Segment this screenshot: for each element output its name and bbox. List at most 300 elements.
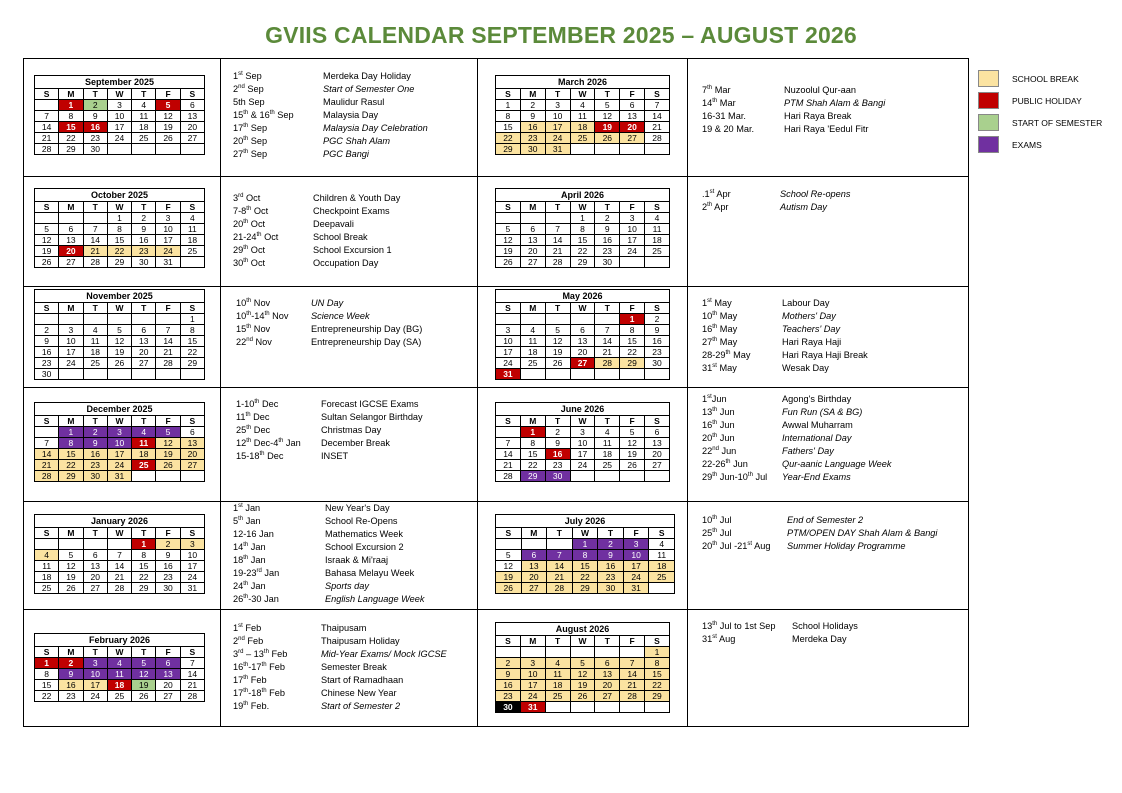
event-name: Christmas Day	[321, 425, 382, 435]
month-calendar	[34, 402, 205, 482]
empty-cell	[156, 369, 180, 380]
event-name: Bahasa Melayu Week	[325, 568, 415, 578]
day-cell: 26	[620, 460, 645, 471]
event-row	[702, 458, 962, 471]
day-cell: 27	[521, 583, 547, 594]
month-title: October 2025	[35, 189, 205, 202]
day-cell: 31	[623, 583, 649, 594]
day-cell: 22	[572, 572, 598, 583]
weekday-header: S	[35, 416, 59, 427]
event-date: 30th Oct	[233, 257, 266, 268]
weekday-header: M	[520, 636, 545, 647]
day-cell: 13	[156, 669, 180, 680]
day-cell: 9	[645, 325, 670, 336]
day-cell: 6	[132, 325, 156, 336]
day-cell: 7	[645, 100, 670, 111]
legend-label: PUBLIC HOLIDAY	[1012, 96, 1082, 106]
event-date: 10th May	[702, 310, 738, 321]
event-date: 20th Sep	[233, 135, 268, 146]
event-date: 7-8th Oct	[233, 205, 269, 216]
day-cell: 17	[620, 235, 645, 246]
day-cell: 20	[83, 572, 107, 583]
day-cell: 8	[572, 550, 598, 561]
event-date: 2th Apr	[702, 201, 729, 212]
day-cell: 15	[132, 561, 156, 572]
event-row	[233, 192, 463, 205]
weekday-header: S	[645, 202, 670, 213]
day-cell: 14	[35, 122, 59, 133]
event-name: School Re-opens	[780, 189, 851, 199]
event-list	[702, 188, 962, 214]
empty-cell	[83, 539, 107, 550]
weekday-header: T	[132, 647, 156, 658]
weekday-header: S	[496, 202, 521, 213]
day-cell: 2	[496, 658, 521, 669]
day-cell: 11	[520, 336, 545, 347]
event-name: Nuzoolul Qur-aan	[784, 85, 857, 95]
day-cell: 17	[496, 347, 521, 358]
day-cell: 6	[180, 100, 204, 111]
day-cell: 29	[520, 471, 545, 482]
event-row	[233, 580, 463, 593]
day-cell: 9	[496, 669, 521, 680]
empty-cell	[83, 369, 107, 380]
weekday-header: M	[59, 202, 83, 213]
weekday-header: S	[35, 528, 59, 539]
day-cell: 2	[545, 427, 570, 438]
day-cell: 18	[570, 122, 595, 133]
event-name: Thaipusam	[321, 623, 367, 633]
event-date: 14th Jan	[233, 541, 266, 552]
event-row	[233, 515, 463, 528]
day-cell: 9	[59, 669, 83, 680]
day-cell: 29	[496, 144, 521, 155]
day-cell: 5	[59, 550, 83, 561]
empty-cell	[107, 144, 131, 155]
day-cell: 16	[83, 122, 107, 133]
day-cell: 10	[520, 669, 545, 680]
day-cell: 1	[496, 100, 521, 111]
event-date: 16th Jun	[702, 419, 735, 430]
event-row	[702, 633, 962, 646]
empty-cell	[595, 702, 620, 713]
empty-cell	[156, 471, 180, 482]
empty-cell	[180, 369, 204, 380]
day-cell: 3	[180, 539, 204, 550]
day-cell: 28	[545, 257, 570, 268]
day-cell: 28	[547, 583, 573, 594]
event-row	[702, 188, 962, 201]
event-row	[233, 700, 463, 713]
day-cell: 9	[156, 550, 180, 561]
day-cell: 27	[180, 460, 204, 471]
day-cell: 18	[132, 122, 156, 133]
event-date: 17th-18th Feb	[233, 687, 285, 698]
event-name: Teachers' Day	[782, 324, 841, 334]
day-cell: 6	[521, 550, 547, 561]
day-cell: 16	[520, 122, 545, 133]
event-name: Thaipusam Holiday	[321, 636, 400, 646]
weekday-header: W	[107, 89, 131, 100]
day-cell: 2	[132, 213, 156, 224]
weekday-header: M	[59, 647, 83, 658]
day-cell: 26	[496, 257, 521, 268]
day-cell: 8	[59, 111, 83, 122]
empty-cell	[645, 257, 670, 268]
weekday-header: S	[180, 647, 204, 658]
event-row	[236, 437, 466, 450]
day-cell: 1	[570, 213, 595, 224]
day-cell: 13	[180, 111, 204, 122]
event-date: 7th Mar	[702, 84, 731, 95]
empty-cell	[570, 647, 595, 658]
weekday-header: S	[645, 303, 670, 314]
event-date: 12th Dec-4th Jan	[236, 437, 301, 448]
day-cell: 22	[496, 133, 521, 144]
empty-cell	[521, 539, 547, 550]
day-cell: 28	[83, 257, 107, 268]
day-cell: 9	[35, 336, 59, 347]
day-cell: 12	[570, 669, 595, 680]
event-name: Qur-aanic Language Week	[782, 459, 892, 469]
day-cell: 19	[132, 680, 156, 691]
legend-item	[978, 136, 1122, 156]
day-cell: 29	[59, 144, 83, 155]
day-cell: 10	[545, 111, 570, 122]
month-calendar	[34, 633, 205, 702]
event-name: PGC Bangi	[323, 149, 369, 159]
day-cell: 12	[107, 336, 131, 347]
event-name: Entrepreneurship Day (BG)	[311, 324, 423, 334]
day-cell: 13	[132, 336, 156, 347]
day-cell: 6	[180, 427, 204, 438]
weekday-header: F	[620, 89, 645, 100]
weekday-header: M	[59, 416, 83, 427]
legend-label: EXAMS	[1012, 140, 1042, 150]
weekday-header: W	[107, 202, 131, 213]
empty-cell	[496, 213, 521, 224]
empty-cell	[496, 647, 521, 658]
day-cell: 10	[59, 336, 83, 347]
event-name: Deepavali	[313, 219, 354, 229]
weekday-header: S	[645, 636, 670, 647]
day-cell: 1	[35, 658, 59, 669]
month-title: March 2026	[496, 76, 670, 89]
empty-cell	[620, 702, 645, 713]
event-date: 22nd Nov	[236, 336, 272, 347]
day-cell: 12	[35, 235, 59, 246]
day-cell: 12	[496, 561, 522, 572]
event-name: Malaysia Day Celebration	[323, 123, 428, 133]
event-row	[233, 687, 463, 700]
event-date: 22-26th Jun	[702, 458, 748, 469]
empty-cell	[35, 213, 59, 224]
day-cell: 10	[570, 438, 595, 449]
day-cell: 2	[520, 100, 545, 111]
weekday-header: T	[595, 202, 620, 213]
day-cell: 20	[180, 449, 204, 460]
day-cell: 26	[132, 691, 156, 702]
day-cell: 14	[595, 336, 620, 347]
day-cell: 24	[496, 358, 521, 369]
day-cell: 17	[107, 122, 131, 133]
day-cell: 1	[132, 539, 156, 550]
empty-cell	[496, 427, 521, 438]
empty-cell	[595, 471, 620, 482]
month-title: July 2026	[496, 515, 675, 528]
day-cell: 10	[107, 438, 131, 449]
day-cell: 19	[545, 347, 570, 358]
day-cell: 21	[35, 133, 59, 144]
event-list	[702, 620, 962, 646]
empty-cell	[180, 144, 204, 155]
day-cell: 28	[35, 144, 59, 155]
event-name: INSET	[321, 451, 349, 461]
event-date: 16th May	[702, 323, 738, 334]
event-row	[233, 661, 463, 674]
day-cell: 5	[496, 550, 522, 561]
day-cell: 1	[620, 314, 645, 325]
day-cell: 31	[180, 583, 204, 594]
event-name: Year-End Exams	[782, 472, 851, 482]
day-cell: 17	[83, 680, 107, 691]
month-title: May 2026	[496, 290, 670, 303]
day-cell: 26	[496, 583, 522, 594]
day-cell: 22	[132, 572, 156, 583]
weekday-header: T	[598, 528, 624, 539]
day-cell: 23	[59, 691, 83, 702]
day-cell: 28	[107, 583, 131, 594]
weekday-header: W	[572, 528, 598, 539]
event-row	[702, 527, 962, 540]
day-cell: 3	[570, 427, 595, 438]
day-cell: 5	[35, 224, 59, 235]
day-cell: 17	[107, 449, 131, 460]
day-cell: 26	[570, 691, 595, 702]
day-cell: 13	[521, 561, 547, 572]
day-cell: 24	[107, 133, 131, 144]
event-name: Merdeka Day Holiday	[323, 71, 411, 81]
day-cell: 3	[59, 325, 83, 336]
event-name: PTM Shah Alam & Bangi	[784, 98, 886, 108]
day-cell: 10	[623, 550, 649, 561]
day-cell: 5	[545, 325, 570, 336]
day-cell: 13	[520, 235, 545, 246]
empty-cell	[645, 471, 670, 482]
weekday-header: F	[623, 528, 649, 539]
event-row	[236, 323, 466, 336]
day-cell: 27	[570, 358, 595, 369]
day-cell: 22	[645, 680, 670, 691]
event-row	[233, 528, 463, 541]
day-cell: 7	[496, 438, 521, 449]
event-date: 20th Jul -21st Aug	[702, 540, 771, 551]
event-row	[702, 323, 962, 336]
day-cell: 20	[180, 122, 204, 133]
event-name: Science Week	[311, 311, 370, 321]
event-date: 15th & 16th Sep	[233, 109, 294, 120]
day-cell: 18	[649, 561, 675, 572]
day-cell: 23	[520, 133, 545, 144]
month-calendar	[34, 188, 205, 268]
day-cell: 1	[59, 100, 83, 111]
day-cell: 16	[645, 336, 670, 347]
day-cell: 29	[620, 358, 645, 369]
event-row	[236, 297, 466, 310]
event-name: End of Semester 2	[787, 515, 864, 525]
day-cell: 23	[595, 246, 620, 257]
event-row	[702, 201, 962, 214]
event-row	[233, 218, 463, 231]
day-cell: 26	[545, 358, 570, 369]
day-cell: 15	[520, 449, 545, 460]
weekday-header: S	[496, 416, 521, 427]
weekday-header: M	[59, 303, 83, 314]
day-cell: 27	[595, 691, 620, 702]
day-cell: 25	[570, 133, 595, 144]
empty-cell	[156, 144, 180, 155]
day-cell: 30	[83, 471, 107, 482]
day-cell: 17	[570, 449, 595, 460]
day-cell: 25	[107, 691, 131, 702]
event-date: 13th Jul to 1st Sep	[702, 620, 776, 631]
event-row	[233, 83, 463, 96]
day-cell: 21	[83, 246, 107, 257]
event-name: Chinese New Year	[321, 688, 397, 698]
event-name: School Re-Opens	[325, 516, 398, 526]
weekday-header: F	[156, 647, 180, 658]
day-cell: 9	[545, 438, 570, 449]
month-calendar	[34, 289, 205, 380]
event-list	[702, 84, 962, 136]
event-name: Forecast IGCSE Exams	[321, 399, 419, 409]
day-cell: 2	[35, 325, 59, 336]
empty-cell	[496, 314, 521, 325]
empty-cell	[35, 100, 59, 111]
day-cell: 12	[545, 336, 570, 347]
day-cell: 25	[649, 572, 675, 583]
event-name: Start of Semester One	[323, 84, 415, 94]
day-cell: 23	[35, 358, 59, 369]
day-cell: 20	[156, 680, 180, 691]
day-cell: 20	[645, 449, 670, 460]
day-cell: 25	[520, 358, 545, 369]
day-cell: 7	[107, 550, 131, 561]
month-calendar	[495, 402, 670, 482]
day-cell: 7	[547, 550, 573, 561]
day-cell: 16	[496, 680, 521, 691]
day-cell: 19	[496, 572, 522, 583]
day-cell: 19	[595, 122, 620, 133]
empty-cell	[570, 314, 595, 325]
weekday-header: T	[545, 202, 570, 213]
empty-cell	[545, 314, 570, 325]
day-cell: 30	[545, 471, 570, 482]
day-cell: 14	[496, 449, 521, 460]
day-cell: 25	[545, 691, 570, 702]
weekday-header: T	[545, 416, 570, 427]
day-cell: 1	[520, 427, 545, 438]
day-cell: 22	[180, 347, 204, 358]
day-cell: 11	[645, 224, 670, 235]
month-calendar	[495, 188, 670, 268]
event-name: Semester Break	[321, 662, 387, 672]
day-cell: 26	[156, 460, 180, 471]
month-title: June 2026	[496, 403, 670, 416]
event-date: 27th Sep	[233, 148, 268, 159]
event-name: Start of Semester 2	[321, 701, 401, 711]
event-row	[702, 97, 962, 110]
day-cell: 8	[520, 438, 545, 449]
event-date: 1-10th Dec	[236, 398, 279, 409]
event-list	[702, 297, 962, 375]
empty-cell	[645, 144, 670, 155]
day-cell: 2	[645, 314, 670, 325]
empty-cell	[545, 369, 570, 380]
day-cell: 4	[35, 550, 59, 561]
day-cell: 4	[132, 100, 156, 111]
day-cell: 29	[59, 471, 83, 482]
legend-label: START OF SEMESTER	[1012, 118, 1103, 128]
event-row	[236, 411, 466, 424]
empty-cell	[59, 539, 83, 550]
day-cell: 4	[83, 325, 107, 336]
event-name: Israak & Mi'raaj	[325, 555, 389, 565]
day-cell: 5	[132, 658, 156, 669]
weekday-header: S	[35, 89, 59, 100]
day-cell: 4	[545, 658, 570, 669]
event-row	[702, 110, 962, 123]
empty-cell	[520, 647, 545, 658]
weekday-header: F	[620, 636, 645, 647]
event-name: Mid-Year Exams/ Mock IGCSE	[321, 649, 447, 659]
event-date: 12-16 Jan	[233, 529, 274, 539]
day-cell: 3	[107, 427, 131, 438]
day-cell: 15	[107, 235, 131, 246]
weekday-header: S	[180, 528, 204, 539]
weekday-header: F	[156, 528, 180, 539]
empty-cell	[620, 257, 645, 268]
event-row	[233, 96, 463, 109]
weekday-header: T	[132, 416, 156, 427]
day-cell: 5	[156, 100, 180, 111]
day-cell: 2	[83, 427, 107, 438]
day-cell: 7	[35, 111, 59, 122]
day-cell: 4	[180, 213, 204, 224]
month-title: February 2026	[35, 634, 205, 647]
event-list	[702, 393, 962, 484]
day-cell: 24	[570, 460, 595, 471]
day-cell: 9	[83, 111, 107, 122]
weekday-header: T	[132, 528, 156, 539]
day-cell: 24	[520, 691, 545, 702]
day-cell: 13	[59, 235, 83, 246]
event-date: 19th Feb.	[233, 700, 270, 711]
day-cell: 9	[520, 111, 545, 122]
day-cell: 25	[595, 460, 620, 471]
day-cell: 8	[132, 550, 156, 561]
legend-item	[978, 70, 1122, 90]
event-date: 16-31 Mar.	[702, 111, 746, 121]
day-cell: 26	[156, 133, 180, 144]
event-row	[236, 450, 466, 463]
day-cell: 5	[570, 658, 595, 669]
day-cell: 7	[620, 658, 645, 669]
day-cell: 12	[156, 111, 180, 122]
day-cell: 27	[156, 691, 180, 702]
event-row	[236, 424, 466, 437]
weekday-header: W	[570, 202, 595, 213]
